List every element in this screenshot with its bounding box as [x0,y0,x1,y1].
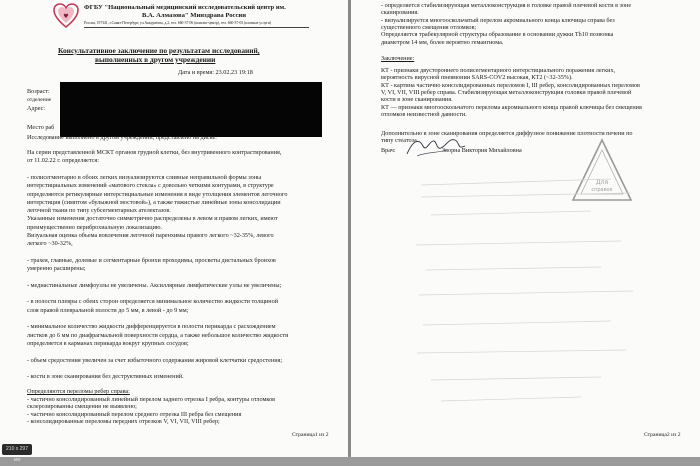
field-address-label: Адрес: [27,105,46,112]
document-page-1 [0,0,348,463]
signature-icon [403,132,473,162]
conclusion-line: кости в зоне сканирования. [381,96,453,104]
findings-line: Визуальная оценка объема вовлечения легочной паренхимы правого легкого ~32-35%, левого [27,232,274,239]
additional-line: Дополнительно в зоне сканирования определяется диффузное понижение плотности печени по [381,130,633,137]
document-title-line1: Консультативное заключение по результатам исследований, [58,46,260,55]
field-department-label: отделение [27,97,52,103]
conclusion-line: КТ - картина частично консолидированных переломов I, III ребер, консолидированных переломов [381,81,640,89]
findings-continued-line: сканирования. [381,9,419,17]
datetime: Дата и время: 23.02.23 19:18 [178,69,253,76]
field-workplace-label: Место раб [27,124,55,131]
study-note: Исследование выполнено в другом учреждении, представлено на диске. [27,134,217,141]
document-page-2 [351,0,700,457]
findings-line: преимущественно периброхиальную локализацию. [27,223,163,231]
findings-line: - объем средостения увеличен за счет избыточного содержания жировой клетчатки средостения; [27,356,283,364]
findings-line: определяется в карманах перикарда вокруг крупных сосудов; [27,339,189,347]
fracture-line: - частично консолидированный перелом среднего отрезка III ребра без смещения [27,410,242,418]
fractures-heading: Определяются переломы ребер справа: [27,388,130,395]
bleed-through-texture [411,175,641,415]
conclusion-line: вероятность вирусной пневмонии SARS-COV2 высокая, КТ2 (~32-35%). [381,74,573,82]
findings-line: На серии представленной МСКТ органов грудной клетки, без внутривенного контрастирования, [27,149,282,156]
field-age-label: Возраст: [27,88,50,95]
findings-line: слоя правой плевральной полости до 5 мм, в левой - до 9 мм; [27,306,189,314]
header-line1: ФГБУ "Национальный медицинский исследовательский центр им. [84,4,286,11]
svg-text:Для: Для [595,179,609,186]
findings-continued-line: Определяется трабекулярной структуры образование в основании дужки Th10 позвонка [381,31,614,39]
conclusion-line: отломков неизвестной давности. [381,110,467,118]
doctor-name: Зворна Виктория Михайловна [442,147,522,154]
page-size-badge: 210 x 297 мм [2,444,32,455]
findings-line: - минимальное количество жидкости дифференцируется в полости перикарда с расхождением [27,323,276,331]
additional-line: типу стеатоза. [381,137,419,145]
findings-line: от 11.02.22 г. определяется: [27,157,99,165]
conclusion-line: КТ — признаки многооскольчатого перелома акромиального конца правой ключицы без смещения [381,103,642,111]
findings-line: определяются ретикулярные интерстициальные изменения в виде утолщения элементов легочного [27,190,288,198]
conclusion-line: КТ - признаки двустороннего полисегментарного интерстициального поражения легких, [381,67,616,74]
redaction-block [60,82,322,137]
svg-text:♥: ♥ [63,13,69,20]
findings-continued-line: - визуализируется многооскольчатый перелом акромиального конца ключицы справа без [381,16,615,24]
findings-line: - трахея, главные, долевые и сегментарные бронхи проходимы, просветы дистальных бронхов [27,256,276,264]
findings-line: - в полости плевры с обеих сторон определяется минимальное количество жидкости толщиной [27,298,279,306]
header-address: Россия, 197341, г.Санкт-Петербург, ул.Аккуратова, д.2, тел. 660-37-06 (контакт-центр), тел. 660-37-03 (платные услуги) [84,21,272,25]
doctor-label: Врач: [381,147,396,154]
findings-line: интерстициальных изменений «матового стекла» с довольно четкими контурами, в структуре [27,182,274,190]
heart-logo-icon [52,2,80,30]
page-number-1: Страница1 из 2 [292,432,329,438]
header-line2: В.А. Алмазова" Минздрава России [142,12,246,19]
page-number-2: Страница2 из 2 [644,432,681,438]
conclusion-line: V, VI, VII, VIII ребер справа. Стабилизирующая металлоконструкция головки правой плечевой [381,88,632,96]
document-title-line2: выполненных в другом учреждении [95,55,216,64]
findings-line: - медиастинальные лимфоузлы не увеличены. Аксиллярные лимфатические узлы не увеличены; [27,281,282,289]
fracture-line: склерозированны смещения не выявлено; [27,403,137,411]
findings-line: листков до 6 мм по диафрагмальной поверхности сердца, а также небольшое количество жидкости [27,331,289,339]
findings-line: - полисегментарно в обоих легких визуализируются сливные неправильной формы зоны [27,173,262,181]
findings-line: легкого ~30-32%, [27,240,73,248]
svg-text:справок: справок [591,187,613,193]
findings-line: интерстиция (симптом «булыжной мостовой»), а также тяжистые линейные зоны консолидации [27,198,281,206]
header-divider [84,27,309,28]
findings-line: умеренно расширены; [27,265,86,273]
findings-line: - кости в зоне сканирования без деструктивных изменений. [27,373,184,381]
fracture-line: - частично консолидированный линейный перелом заднего отрезка I ребра, контуры отломков [27,396,276,403]
conclusion-heading: Заключение: [381,55,415,62]
findings-continued-line: диаметром 14 мм, более вероятно гемангиома. [381,38,504,46]
findings-line: Указанные изменения достаточно симметрично распределены в левом и правом легких, имеют [27,215,278,223]
findings-continued-line: - определяется стабилизирующая металлоконструкция в головке правой плечевой кости в зоне [381,2,632,9]
fracture-line: - консолидированные переломы передних отрезков V, VI, VII, VIII ребер; [27,417,220,425]
findings-continued-line: существенного смещения отломков; [381,23,477,31]
findings-line: легочной ткани по типу субсегментарных ателектазов. [27,207,171,215]
